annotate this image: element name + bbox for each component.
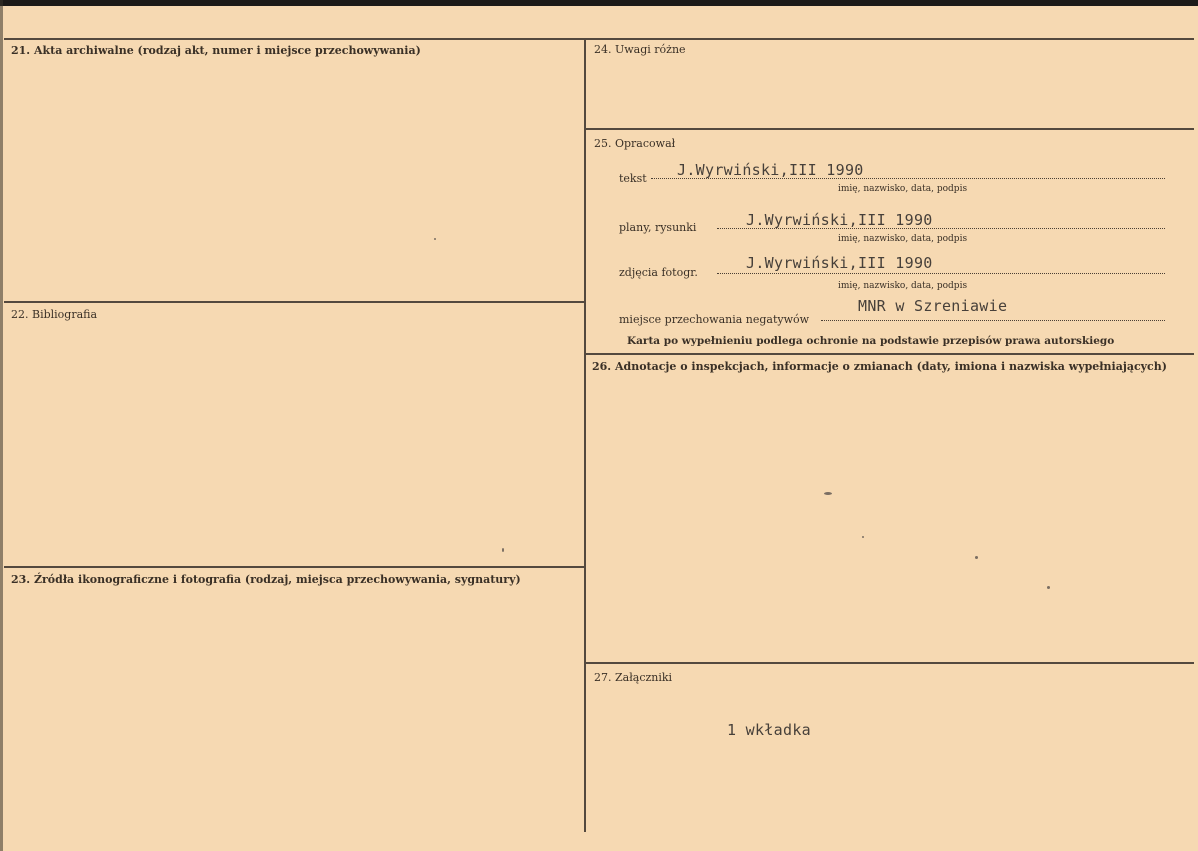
paper-speck — [862, 536, 864, 538]
plany-hint: imię, nazwisko, data, podpis — [838, 234, 968, 244]
rule-22-23 — [4, 566, 585, 568]
rule-25-26 — [586, 353, 1194, 355]
paper-speck — [824, 492, 832, 495]
zdjecia-value: J.Wyrwiński,III 1990 — [746, 254, 933, 272]
rule-21-22 — [4, 301, 585, 303]
paper-speck — [502, 548, 504, 552]
copyright-note: Karta po wypełnieniu podlega ochronie na podstawie przepisów prawa autorskiego — [627, 335, 1115, 347]
plany-label: plany, rysunki — [619, 221, 697, 234]
section-26-title: 26. Adnotacje o inspekcjach, informacje o zmianach (daty, imiona i nazwiska wypełniających) — [592, 360, 1167, 373]
miejsce-label: miejsce przechowania negatywów — [619, 313, 810, 326]
section-22-title: 22. Bibliografia — [11, 308, 98, 321]
zdjecia-dotted-line — [717, 273, 1165, 274]
tekst-label: tekst — [619, 172, 647, 185]
tekst-dotted-line — [651, 178, 1165, 179]
section-27-title: 27. Załączniki — [594, 671, 673, 684]
center-divider — [584, 38, 586, 832]
top-border — [0, 0, 1198, 6]
top-rule — [4, 38, 1194, 40]
rule-24-25 — [586, 128, 1194, 130]
tekst-value: J.Wyrwiński,III 1990 — [677, 161, 864, 179]
zalaczniki-value: 1 wkładka — [727, 721, 811, 739]
plany-dotted-line — [717, 228, 1165, 229]
left-edge — [0, 0, 3, 851]
tekst-hint: imię, nazwisko, data, podpis — [838, 184, 968, 194]
miejsce-value: MNR w Szreniawie — [858, 297, 1008, 315]
plany-value: J.Wyrwiński,III 1990 — [746, 211, 933, 229]
paper-speck — [434, 238, 436, 240]
paper-speck — [975, 556, 978, 559]
section-21-title: 21. Akta archiwalne (rodzaj akt, numer i miejsce przechowywania) — [11, 44, 421, 57]
zdjecia-hint: imię, nazwisko, data, podpis — [838, 281, 968, 291]
section-23-title: 23. Źródła ikonograficzne i fotografia (rodzaj, miejsca przechowywania, sygnatury) — [11, 573, 521, 586]
rule-26-27 — [586, 662, 1194, 664]
section-25-title: 25. Opracował — [594, 137, 676, 150]
paper-speck — [1047, 586, 1050, 589]
miejsce-dotted-line — [821, 320, 1165, 321]
section-24-title: 24. Uwagi różne — [594, 43, 686, 56]
zdjecia-label: zdjęcia fotogr. — [619, 266, 698, 279]
